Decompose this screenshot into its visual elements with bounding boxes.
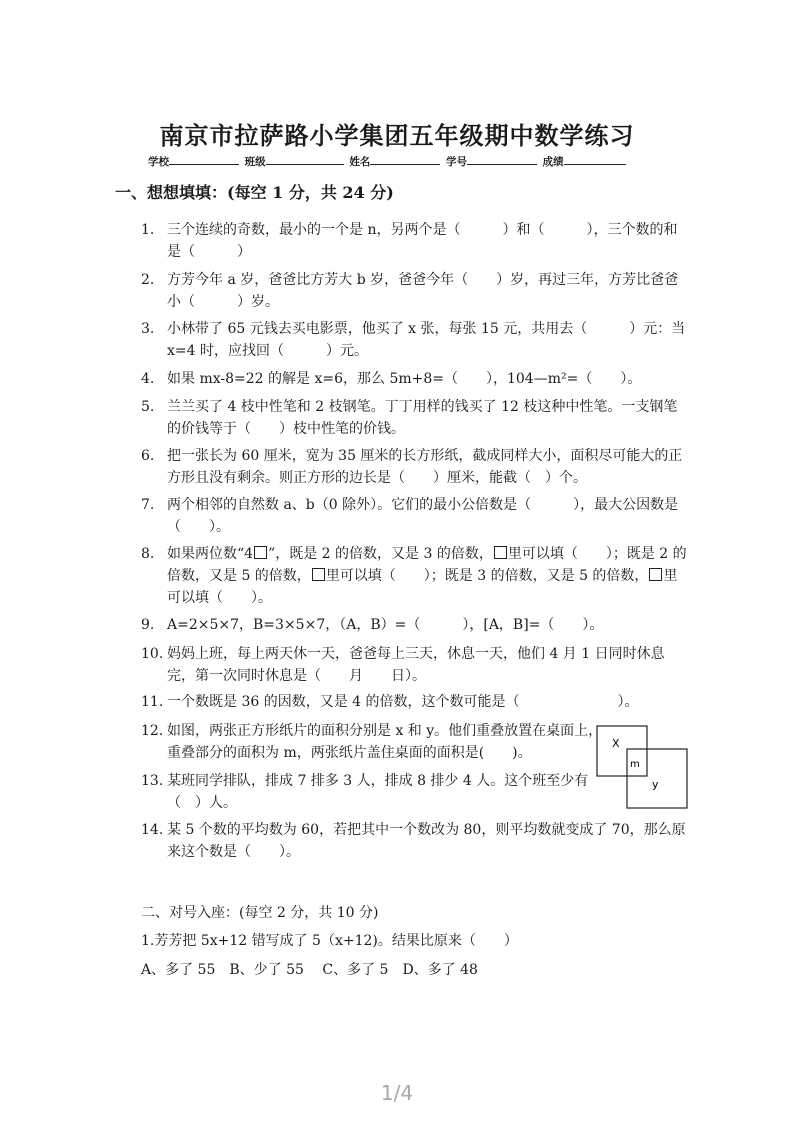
question-13 bbox=[141, 770, 611, 814]
question-text: A=2×5×7，B=3×5×7，（A，B）=（ ），[A，B]=（ ）。 bbox=[167, 617, 604, 633]
question-6 bbox=[141, 445, 689, 489]
question-text: 三个连续的奇数，最小的一个是 n，另两个是（ ）和（ ），三个数的和是（ ） bbox=[167, 222, 678, 260]
blank-box-icon bbox=[649, 568, 662, 581]
question-text: 某班同学排队，排成 7 排多 3 人，排成 8 排少 4 人。这个班至少有（ ）人。 bbox=[167, 773, 589, 811]
question-text: 把一张长为 60 厘米，宽为 35 厘米的长方形纸，截成同样大小，面积尽可能大的正方形且没有剩余。则正方形的边长是（ ）厘米，能截（ ）个。 bbox=[167, 448, 683, 486]
section1-heading: 一、想想填填：(每空 1 分，共 24 分) bbox=[115, 183, 394, 202]
question-text-part: 里可以填（ ）；既是 2 的倍数，又是 5 的倍数， bbox=[167, 546, 687, 584]
blank-box-icon bbox=[254, 546, 267, 559]
question-text: 兰兰买了 4 枝中性笔和 2 枝钢笔。丁丁用样的钱买了 12 枝这种中性笔。一支钢笔的价钱等于（ ）枝中性笔的价钱。 bbox=[167, 399, 678, 437]
question-number: 10. bbox=[141, 646, 164, 662]
question-number: 14. bbox=[141, 822, 164, 838]
question-text-part: 里可以填（ ）。 bbox=[167, 568, 678, 606]
page-title: 南京市拉萨路小学集团五年级期中数学练习 bbox=[159, 121, 635, 150]
question-number: 8. bbox=[141, 546, 155, 562]
question-number: 3. bbox=[141, 321, 155, 337]
question-number: 6. bbox=[141, 448, 155, 464]
info-label-name: 姓名 bbox=[349, 156, 371, 168]
question-number: 4. bbox=[141, 371, 155, 387]
info-label-id: 学号 bbox=[445, 156, 467, 168]
student-info-row bbox=[148, 154, 628, 169]
question-number: 9. bbox=[141, 617, 155, 633]
label-m: m bbox=[630, 759, 640, 770]
question-number: 11. bbox=[141, 694, 164, 710]
question-14 bbox=[141, 819, 689, 863]
info-label-score: 成绩 bbox=[542, 156, 564, 168]
label-x: X bbox=[612, 737, 620, 750]
question-text: 一个数既是 36 的因数，又是 4 的倍数，这个数可能是（ ）。 bbox=[167, 694, 639, 710]
question-number: 13. bbox=[141, 773, 164, 789]
question-text: 如图，两张正方形纸片的面积分别是 x 和 y。他们重叠放置在桌面上，重叠部分的面积为 m，两张纸片盖住桌面的面积是( )。 bbox=[167, 723, 603, 761]
student-id-blank[interactable] bbox=[467, 154, 537, 165]
question-number: 5. bbox=[141, 399, 155, 415]
overlapping-squares-figure bbox=[596, 725, 688, 809]
question-number: 2. bbox=[141, 272, 155, 288]
question-text: 两个相邻的自然数 a、b（0 除外）。它们的最小公倍数是（ ），最大公因数是（ ）。 bbox=[167, 497, 679, 535]
blank-box-icon bbox=[494, 546, 507, 559]
question-7 bbox=[141, 494, 689, 538]
question-12 bbox=[141, 720, 611, 764]
question-text-part: 如果两位数“4 bbox=[167, 546, 254, 562]
section2-heading: 二、对号入座：(每空 2 分，共 10 分) bbox=[141, 905, 379, 921]
score-blank[interactable] bbox=[564, 154, 626, 165]
question-text: 如果 mx-8=22 的解是 x=6，那么 5m+8=（ ），104—m²=（ ）。 bbox=[167, 371, 642, 387]
question-11 bbox=[141, 691, 689, 713]
class-blank[interactable] bbox=[266, 154, 344, 165]
question-4 bbox=[141, 368, 689, 390]
question-number: 1. bbox=[141, 222, 155, 238]
name-blank[interactable] bbox=[370, 154, 440, 165]
section2-question-1: 1.芳芳把 5x+12 错写成了 5（x+12)。结果比原来（ ） bbox=[141, 933, 518, 949]
question-5 bbox=[141, 396, 689, 440]
question-text: 方芳今年 a 岁，爸爸比方芳大 b 岁，爸爸今年（ ）岁，再过三年，方芳比爸爸小（ ）岁。 bbox=[167, 272, 679, 310]
blank-box-icon bbox=[312, 568, 325, 581]
question-3 bbox=[141, 318, 689, 362]
question-1 bbox=[141, 219, 689, 263]
question-text: 某 5 个数的平均数为 60，若把其中一个数改为 80，则平均数就变成了 70，那么原来这个数是（ ）。 bbox=[167, 822, 686, 860]
label-y: y bbox=[652, 778, 659, 791]
question-number: 7. bbox=[141, 497, 155, 513]
question-text bbox=[167, 543, 689, 609]
question-number: 12. bbox=[141, 723, 164, 739]
question-text-part: 里可以填（ ）；既是 3 的倍数，又是 5 的倍数， bbox=[325, 568, 649, 584]
page-indicator: 1/4 bbox=[380, 1081, 414, 1105]
question-text: 小林带了 65 元钱去买电影票，他买了 x 张，每张 15 元，共用去（ ）元：当 x=4 时，应找回（ ）元。 bbox=[167, 321, 686, 359]
section2-question-1-options: A、多了 55 B、少了 55 C、多了 5 D、多了 48 bbox=[141, 962, 478, 978]
question-text-part: ”，既是 2 的倍数，又是 3 的倍数， bbox=[268, 546, 493, 562]
question-9 bbox=[141, 614, 689, 636]
info-label-class: 班级 bbox=[244, 156, 266, 168]
question-8 bbox=[141, 543, 689, 609]
question-2 bbox=[141, 269, 689, 313]
info-label-school: 学校 bbox=[148, 156, 169, 168]
question-10 bbox=[141, 643, 689, 687]
school-blank[interactable] bbox=[169, 154, 239, 165]
question-text: 妈妈上班，每上两天休一天，爸爸每上三天，休息一天，他们 4 月 1 日同时休息完，第一次同时休息是（ 月 日）。 bbox=[167, 646, 665, 684]
